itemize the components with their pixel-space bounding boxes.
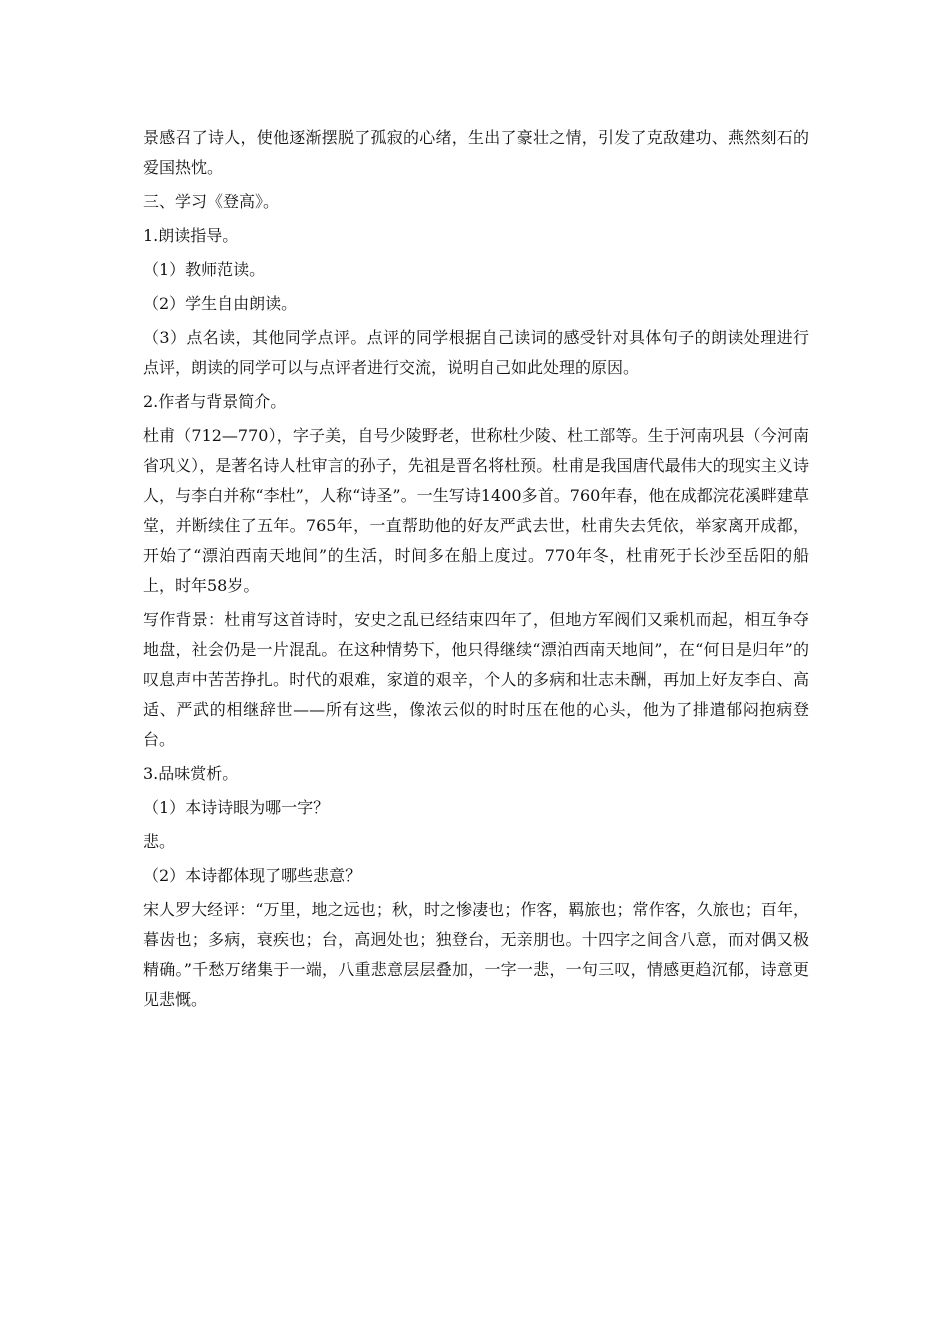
answer-poem-eye: 悲。	[143, 832, 176, 851]
list-item-student-read: （2）学生自由朗读。	[143, 294, 298, 313]
paragraph-intro-continuation: 景感召了诗人，使他逐渐摆脱了孤寂的心绪，生出了豪壮之情，引发了克敌建功、燕然刻石的爱国热忱。	[143, 128, 809, 177]
step-heading-author: 2.作者与背景简介。	[143, 392, 287, 411]
paragraph-author-bio: 杜甫（712—770），字子美，自号少陵野老，世称杜少陵、杜工部等。生于河南巩县（今河南省巩义），是著名诗人杜审言的孙子，先祖是晋名将杜预。杜甫是我国唐代最伟大的现实主义诗人，与李白并称“李杜”，人称“诗圣”。一生写诗1400多首。760年春，他在成都浣花溪畔建草堂，并断续住了五年。765年，一直帮助他的好友严武去世，杜甫失去凭依，举家离开成都，开始了“漂泊西南天地间”的生活，时间多在船上度过。770年冬，杜甫死于长沙至岳阳的船上，时年58岁。	[143, 426, 809, 595]
question-poem-eye: （1）本诗诗眼为哪一字？	[143, 798, 330, 817]
step-heading-reading: 1.朗读指导。	[143, 226, 239, 245]
paragraph-luo-dajing-review: 宋人罗大经评：“万里，地之远也；秋，时之惨凄也；作客，羁旅也；常作客，久旅也；百年，暮齿也；多病，衰疾也；台，高迥处也；独登台，无亲朋也。十四字之间含八意，而对偶又极精确。”千愁万绪集于一端，八重悲意层层叠加，一字一悲，一句三叹，情感更趋沉郁，诗意更见悲慨。	[143, 900, 809, 1009]
document-body	[143, 123, 809, 1019]
paragraph-background: 写作背景：杜甫写这首诗时，安史之乱已经结束四年了，但地方军阀们又乘机而起，相互争夺地盘，社会仍是一片混乱。在这种情势下，他只得继续“漂泊西南天地间”，在“何日是归年”的叹息声中苦苦挣扎。时代的艰难，家道的艰辛，个人的多病和壮志未酬，再加上好友李白、高适、严武的相继辞世——所有这些，像浓云似的时时压在他的心头，他为了排遣郁闷抱病登台。	[143, 610, 809, 749]
section-heading-dengao: 三、学习《登高》。	[143, 192, 280, 211]
question-sorrow: （2）本诗都体现了哪些悲意？	[143, 866, 362, 885]
step-heading-appreciation: 3.品味赏析。	[143, 764, 239, 783]
list-item-teacher-read: （1）教师范读。	[143, 260, 266, 279]
list-item-peer-review: （3）点名读，其他同学点评。点评的同学根据自己读词的感受针对具体句子的朗读处理进行点评，朗读的同学可以与点评者进行交流，说明自己如此处理的原因。	[143, 328, 809, 377]
